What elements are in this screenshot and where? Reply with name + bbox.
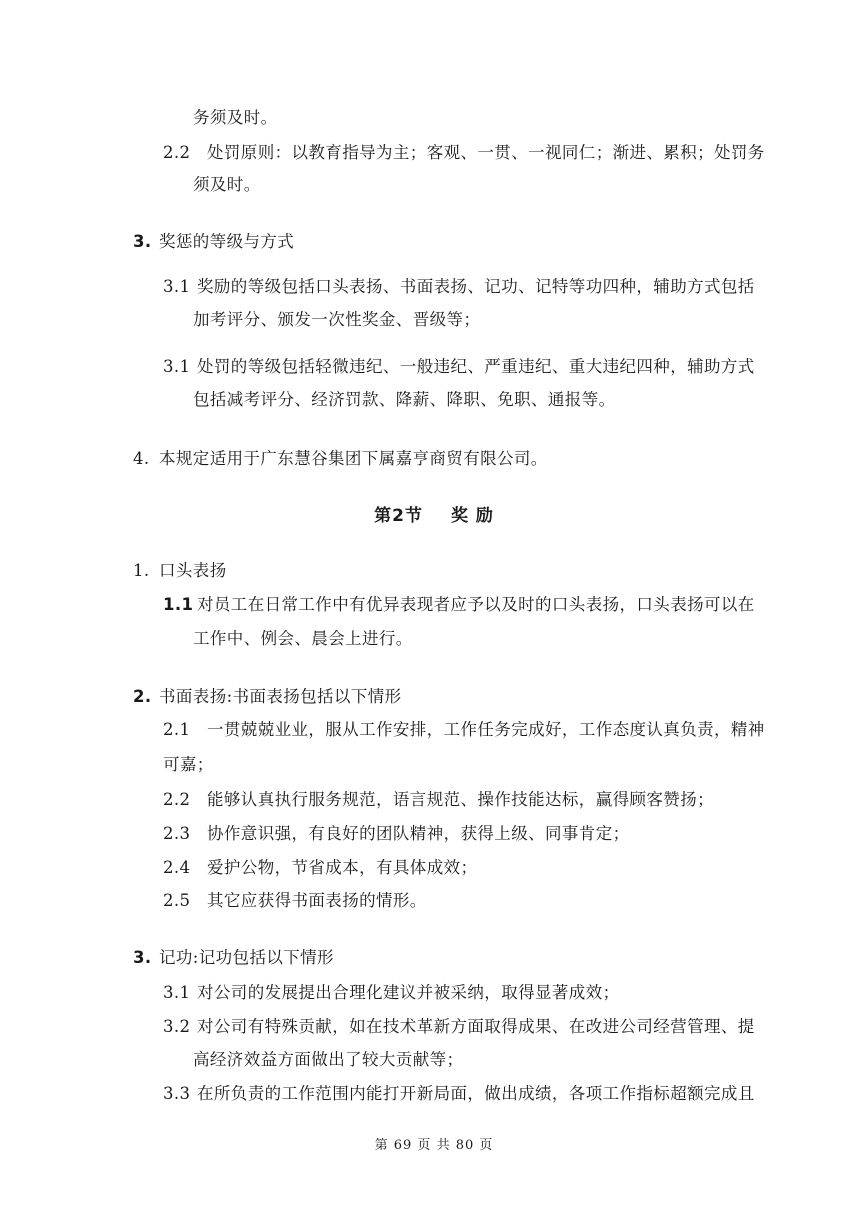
item-number: 2. bbox=[133, 687, 152, 706]
item-number: 3.1 bbox=[163, 357, 191, 376]
item-number: 3.3 bbox=[163, 1084, 191, 1103]
line-text: 爱护公物，节省成本，有具体成效； bbox=[207, 858, 478, 877]
text-line bbox=[193, 628, 413, 650]
item-number: 2.5 bbox=[163, 891, 191, 910]
text-line bbox=[163, 719, 765, 741]
text-line bbox=[133, 947, 334, 969]
line-text: 奖惩的等级与方式 bbox=[159, 232, 295, 251]
item-number: 2.3 bbox=[163, 824, 191, 843]
line-text: 口头表扬 bbox=[159, 561, 227, 580]
line-text: 能够认真执行服务规范，语言规范、操作技能达标，赢得顾客赞扬； bbox=[207, 790, 714, 809]
item-number: 2.2 bbox=[163, 143, 191, 162]
text-line bbox=[163, 789, 714, 811]
line-text: 书面表扬:书面表扬包括以下情形 bbox=[159, 687, 402, 706]
line-text: 高经济效益方面做出了较大贡献等； bbox=[193, 1050, 464, 1069]
text-line bbox=[193, 389, 616, 411]
item-number: 3. bbox=[133, 232, 152, 251]
text-line bbox=[163, 823, 630, 845]
page-footer: 第 69 页 共 80 页 bbox=[374, 1138, 494, 1153]
section-number: 第2节 bbox=[374, 506, 423, 526]
item-number: 1. bbox=[133, 561, 150, 580]
line-text: 在所负责的工作范围内能打开新局面，做出成绩，各项工作指标超额完成且 bbox=[197, 1084, 755, 1103]
item-number: 3.1 bbox=[163, 983, 191, 1002]
text-line bbox=[163, 982, 620, 1004]
text-line bbox=[133, 560, 227, 582]
item-number: 2.1 bbox=[163, 720, 191, 739]
text-line bbox=[133, 231, 294, 253]
section-title: 奖 励 bbox=[450, 506, 494, 526]
line-text: 工作中、例会、晨会上进行。 bbox=[193, 629, 413, 648]
section-heading bbox=[0, 504, 868, 528]
line-text: 加考评分、颁发一次性奖金、晋级等； bbox=[193, 310, 481, 329]
text-line bbox=[133, 448, 548, 470]
item-number: 2.4 bbox=[163, 858, 191, 877]
text-line bbox=[163, 276, 755, 298]
line-text: 可嘉； bbox=[163, 755, 214, 774]
text-line bbox=[193, 107, 278, 129]
text-line bbox=[163, 1016, 755, 1038]
line-text: 处罚原则：以教育指导为主；客观、一贯、一视同仁；渐进、累积；处罚务 bbox=[207, 143, 765, 162]
line-text: 包括减考评分、经济罚款、降薪、降职、免职、通报等。 bbox=[193, 390, 616, 409]
item-number: 1.1 bbox=[163, 595, 194, 614]
item-number: 3.1 bbox=[163, 277, 191, 296]
item-number: 3. bbox=[133, 948, 152, 967]
text-line bbox=[163, 890, 427, 912]
text-line bbox=[163, 356, 755, 378]
text-line bbox=[193, 309, 480, 331]
text-line bbox=[193, 174, 261, 196]
line-text: 对员工在日常工作中有优异表现者应予以及时的口头表扬，口头表扬可以在 bbox=[197, 595, 755, 614]
line-text: 其它应获得书面表扬的情形。 bbox=[207, 891, 427, 910]
item-number: 2.2 bbox=[163, 790, 191, 809]
line-text: 务须及时。 bbox=[193, 108, 278, 127]
text-line bbox=[163, 754, 214, 776]
line-text: 奖励的等级包括口头表扬、书面表扬、记功、记特等功四种，辅助方式包括 bbox=[197, 277, 755, 296]
text-line bbox=[193, 1049, 463, 1071]
line-text: 记功:记功包括以下情形 bbox=[159, 948, 334, 967]
line-text: 协作意识强，有良好的团队精神，获得上级、同事肯定； bbox=[207, 824, 630, 843]
text-line bbox=[163, 1083, 755, 1105]
line-text: 对公司有特殊贡献，如在技术革新方面取得成果、在改进公司经营管理、提 bbox=[197, 1017, 755, 1036]
text-line bbox=[163, 857, 477, 879]
line-text: 本规定适用于广东慧谷集团下属嘉亨商贸有限公司。 bbox=[159, 449, 548, 468]
line-text: 对公司的发展提出合理化建议并被采纳，取得显著成效； bbox=[197, 983, 620, 1002]
text-line bbox=[133, 686, 402, 708]
line-text: 一贯兢兢业业，服从工作安排，工作任务完成好，工作态度认真负责，精神 bbox=[207, 720, 765, 739]
line-text: 处罚的等级包括轻微违纪、一般违纪、严重违纪、重大违纪四种，辅助方式 bbox=[197, 357, 755, 376]
text-line bbox=[163, 142, 765, 164]
item-number: 4. bbox=[133, 449, 150, 468]
line-text: 须及时。 bbox=[193, 175, 261, 194]
item-number: 3.2 bbox=[163, 1017, 191, 1036]
text-line bbox=[163, 594, 755, 616]
